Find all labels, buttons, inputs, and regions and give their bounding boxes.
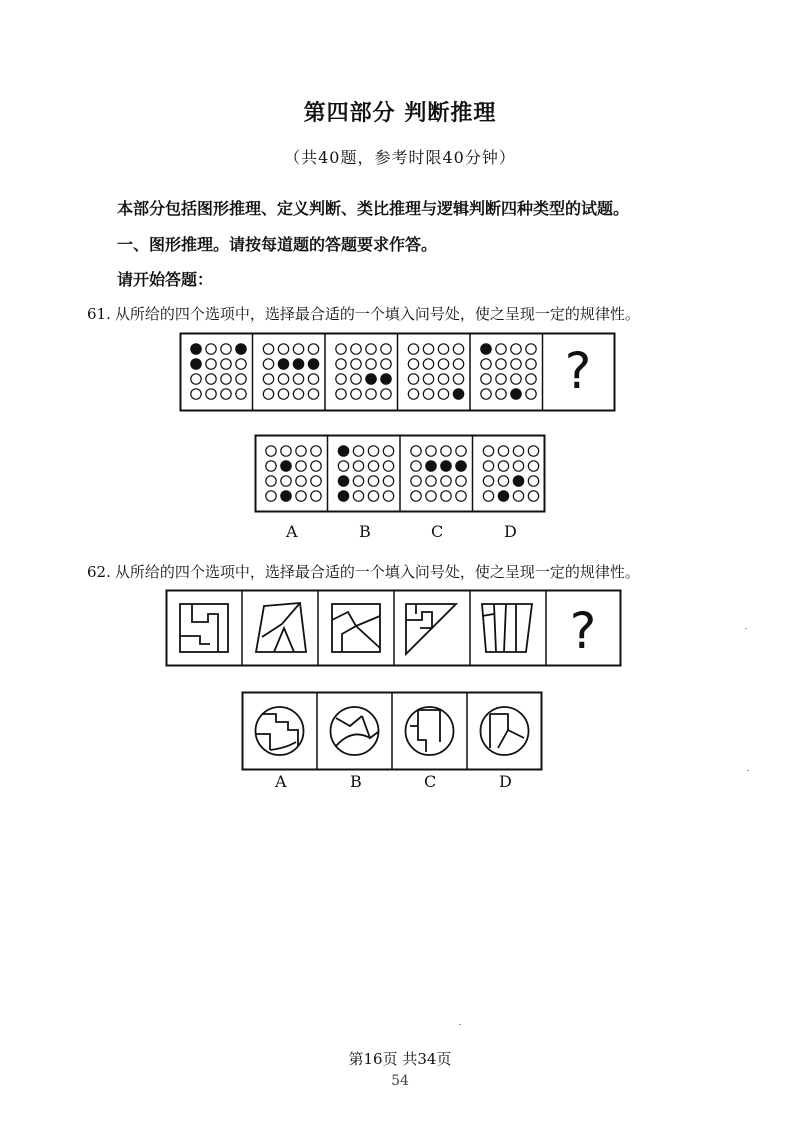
- empty-dot: [263, 344, 273, 354]
- filled-dot: [453, 389, 463, 399]
- empty-dot: [368, 446, 378, 456]
- empty-dot: [266, 461, 276, 471]
- question-61-sequence-figure: [180, 333, 615, 411]
- empty-dot: [438, 389, 448, 399]
- question-62-text: 从所给的四个选项中，选择最合适的一个填入问号处，使之呈现一定的规律性。: [114, 563, 640, 581]
- empty-dot: [308, 344, 318, 354]
- empty-dot: [353, 476, 363, 486]
- empty-dot: [206, 344, 216, 354]
- empty-dot: [408, 374, 418, 384]
- q61-option-b-label[interactable]: B: [359, 522, 371, 541]
- empty-dot: [296, 476, 306, 486]
- q62-option-a-label[interactable]: A: [275, 772, 287, 791]
- empty-dot: [426, 476, 436, 486]
- filled-dot: [456, 461, 466, 471]
- empty-dot: [513, 491, 523, 501]
- q62-figure-5: [482, 604, 532, 652]
- empty-dot: [383, 461, 393, 471]
- empty-dot: [511, 359, 521, 369]
- empty-dot: [498, 446, 508, 456]
- question-mark: ?: [564, 342, 592, 400]
- scan-speck: [747, 770, 749, 771]
- question-61-prompt: [87, 303, 640, 324]
- empty-dot: [281, 476, 291, 486]
- question-62-options-figure: [242, 692, 542, 770]
- empty-dot: [483, 461, 493, 471]
- q61-option-d-label[interactable]: D: [504, 522, 517, 541]
- empty-dot: [296, 491, 306, 501]
- option-d-grid: [483, 446, 538, 501]
- empty-dot: [383, 476, 393, 486]
- empty-dot: [423, 389, 433, 399]
- question-62-prompt: [87, 561, 640, 582]
- empty-dot: [526, 359, 536, 369]
- empty-dot: [453, 359, 463, 369]
- empty-dot: [311, 491, 321, 501]
- empty-dot: [308, 374, 318, 384]
- filled-dot: [426, 461, 436, 471]
- empty-dot: [513, 461, 523, 471]
- section-subtitle: （共40题，参考时限40分钟）: [284, 148, 516, 167]
- empty-dot: [408, 359, 418, 369]
- option-a-grid: [266, 446, 321, 501]
- empty-dot: [293, 374, 303, 384]
- empty-dot: [311, 461, 321, 471]
- filled-dot: [191, 344, 201, 354]
- filled-dot: [293, 359, 303, 369]
- empty-dot: [526, 344, 536, 354]
- empty-dot: [381, 389, 391, 399]
- sequence-dot-grids: [191, 344, 536, 399]
- empty-dot: [366, 344, 376, 354]
- empty-dot: [438, 344, 448, 354]
- sequence-grid-2: [263, 344, 318, 399]
- empty-dot: [206, 389, 216, 399]
- scan-speck: [459, 1024, 461, 1025]
- empty-dot: [411, 461, 421, 471]
- empty-dot: [221, 344, 231, 354]
- q62-figure-4: [406, 604, 456, 654]
- filled-dot: [338, 491, 348, 501]
- sequence-grid-3: [336, 344, 391, 399]
- empty-dot: [381, 344, 391, 354]
- empty-dot: [293, 389, 303, 399]
- empty-dot: [453, 344, 463, 354]
- empty-dot: [513, 446, 523, 456]
- intro-line-3: 请开始答题：: [117, 270, 214, 289]
- empty-dot: [441, 446, 451, 456]
- empty-dot: [441, 491, 451, 501]
- empty-dot: [496, 389, 506, 399]
- page-number: 54: [391, 1073, 409, 1089]
- scan-speck: [745, 628, 747, 629]
- empty-dot: [308, 389, 318, 399]
- empty-dot: [366, 389, 376, 399]
- filled-dot: [366, 374, 376, 384]
- filled-dot: [441, 461, 451, 471]
- empty-dot: [483, 476, 493, 486]
- question-61-text: 从所给的四个选项中，选择最合适的一个填入问号处，使之呈现一定的规律性。: [114, 305, 640, 323]
- empty-dot: [278, 344, 288, 354]
- question-61-options-figure: [255, 435, 545, 512]
- intro-line-2: 一、图形推理。请按每道题的答题要求作答。: [117, 235, 438, 254]
- empty-dot: [351, 344, 361, 354]
- empty-dot: [411, 476, 421, 486]
- empty-dot: [353, 491, 363, 501]
- filled-dot: [381, 374, 391, 384]
- empty-dot: [496, 359, 506, 369]
- empty-dot: [381, 359, 391, 369]
- empty-dot: [426, 446, 436, 456]
- empty-dot: [336, 374, 346, 384]
- empty-dot: [481, 374, 491, 384]
- empty-dot: [481, 389, 491, 399]
- empty-dot: [498, 461, 508, 471]
- empty-dot: [336, 359, 346, 369]
- empty-dot: [263, 389, 273, 399]
- empty-dot: [423, 359, 433, 369]
- empty-dot: [221, 389, 231, 399]
- empty-dot: [498, 476, 508, 486]
- intro-line-1: 本部分包括图形推理、定义判断、类比推理与逻辑判断四种类型的试题。: [117, 199, 630, 218]
- empty-dot: [528, 476, 538, 486]
- empty-dot: [278, 389, 288, 399]
- empty-dot: [528, 461, 538, 471]
- empty-dot: [438, 374, 448, 384]
- empty-dot: [353, 446, 363, 456]
- q62-figure-3: [332, 604, 380, 652]
- empty-dot: [426, 491, 436, 501]
- empty-dot: [511, 374, 521, 384]
- filled-dot: [236, 344, 246, 354]
- empty-dot: [236, 389, 246, 399]
- empty-dot: [481, 359, 491, 369]
- empty-dot: [366, 359, 376, 369]
- empty-dot: [336, 389, 346, 399]
- filled-dot: [281, 461, 291, 471]
- empty-dot: [191, 389, 201, 399]
- empty-dot: [368, 461, 378, 471]
- empty-dot: [221, 359, 231, 369]
- empty-dot: [296, 446, 306, 456]
- empty-dot: [351, 374, 361, 384]
- q62-option-a-figure: [256, 707, 304, 755]
- empty-dot: [221, 374, 231, 384]
- empty-dot: [206, 359, 216, 369]
- sequence-grid-1: [191, 344, 246, 399]
- empty-dot: [511, 344, 521, 354]
- q62-option-c-label[interactable]: C: [424, 772, 437, 791]
- filled-dot: [338, 476, 348, 486]
- empty-dot: [456, 446, 466, 456]
- q62-option-d-figure: [481, 707, 529, 755]
- empty-dot: [353, 461, 363, 471]
- empty-dot: [383, 446, 393, 456]
- empty-dot: [236, 359, 246, 369]
- empty-dot: [411, 491, 421, 501]
- empty-dot: [411, 446, 421, 456]
- empty-dot: [351, 389, 361, 399]
- empty-dot: [496, 374, 506, 384]
- empty-dot: [438, 359, 448, 369]
- empty-dot: [526, 374, 536, 384]
- question-mark: ?: [569, 602, 597, 660]
- empty-dot: [266, 491, 276, 501]
- empty-dot: [483, 491, 493, 501]
- empty-dot: [408, 344, 418, 354]
- question-61-number: 61.: [87, 305, 111, 323]
- empty-dot: [441, 476, 451, 486]
- q61-option-a-label[interactable]: A: [286, 522, 298, 541]
- filled-dot: [278, 359, 288, 369]
- empty-dot: [263, 374, 273, 384]
- filled-dot: [308, 359, 318, 369]
- empty-dot: [206, 374, 216, 384]
- empty-dot: [293, 344, 303, 354]
- q62-option-b-figure: [331, 707, 379, 755]
- empty-dot: [338, 461, 348, 471]
- page-footer-label: 第16页 共34页: [348, 1050, 452, 1068]
- option-b-grid: [338, 446, 393, 501]
- empty-dot: [236, 374, 246, 384]
- empty-dot: [263, 359, 273, 369]
- empty-dot: [456, 476, 466, 486]
- filled-dot: [511, 389, 521, 399]
- empty-dot: [423, 344, 433, 354]
- empty-dot: [368, 476, 378, 486]
- empty-dot: [278, 374, 288, 384]
- empty-dot: [296, 461, 306, 471]
- sequence-grid-5: [481, 344, 536, 399]
- q62-option-d-label[interactable]: D: [499, 772, 512, 791]
- question-62-number: 62.: [87, 563, 111, 581]
- empty-dot: [266, 446, 276, 456]
- option-c-grid: [411, 446, 466, 501]
- empty-dot: [281, 446, 291, 456]
- empty-dot: [528, 491, 538, 501]
- empty-dot: [456, 491, 466, 501]
- q62-figure-1: [180, 604, 228, 652]
- question-62-sequence-figure: [166, 590, 621, 666]
- section-title: 第四部分 判断推理: [303, 101, 497, 126]
- empty-dot: [528, 446, 538, 456]
- empty-dot: [311, 446, 321, 456]
- empty-dot: [423, 374, 433, 384]
- empty-dot: [191, 374, 201, 384]
- empty-dot: [311, 476, 321, 486]
- filled-dot: [338, 446, 348, 456]
- filled-dot: [281, 491, 291, 501]
- filled-dot: [191, 359, 201, 369]
- empty-dot: [496, 344, 506, 354]
- empty-dot: [368, 491, 378, 501]
- empty-dot: [526, 389, 536, 399]
- option-dot-grids: [266, 446, 539, 501]
- q62-option-c-figure: [406, 707, 454, 755]
- filled-dot: [513, 476, 523, 486]
- empty-dot: [453, 374, 463, 384]
- q61-option-c-label[interactable]: C: [431, 522, 444, 541]
- empty-dot: [266, 476, 276, 486]
- empty-dot: [483, 446, 493, 456]
- empty-dot: [336, 344, 346, 354]
- q62-figure-2: [256, 603, 306, 652]
- filled-dot: [481, 344, 491, 354]
- sequence-grid-4: [408, 344, 463, 399]
- empty-dot: [408, 389, 418, 399]
- filled-dot: [498, 491, 508, 501]
- q62-option-b-label[interactable]: B: [350, 772, 362, 791]
- empty-dot: [351, 359, 361, 369]
- empty-dot: [383, 491, 393, 501]
